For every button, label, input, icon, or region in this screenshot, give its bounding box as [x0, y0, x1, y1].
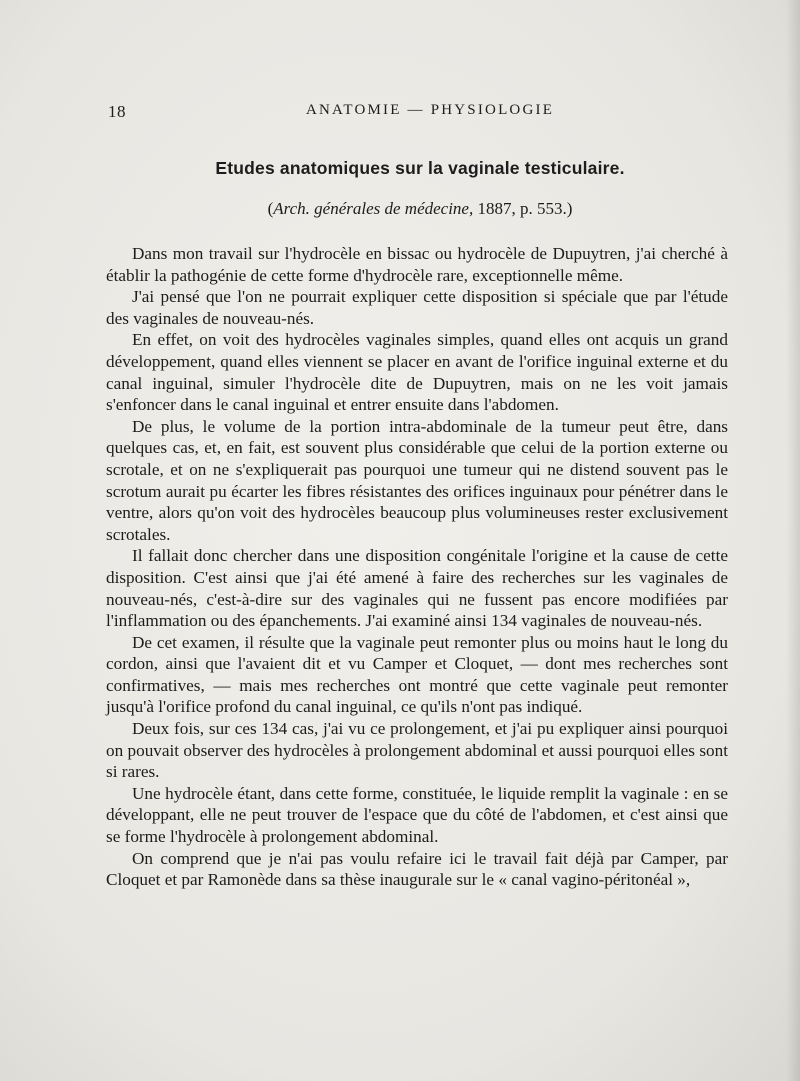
paragraph: Il fallait donc chercher dans une disposition congénitale l'origine et la cause de cette disposition. C'est ainsi que j'ai été amené à faire des recherches sur les vaginales de nouveau-nés, c'est-à-dire sur des vaginales qui ne fussent pas encore modifiées par l'inflammation ou des épanchements. J'ai examiné ainsi 134 vaginales de nouveau-nés. — [106, 546, 728, 631]
paragraph: Deux fois, sur ces 134 cas, j'ai vu ce prolongement, et j'ai pu expliquer ainsi pourquoi on pouvait observer des hydrocèles à prolongement abdominal et aussi pourquoi elles sont si rares. — [106, 719, 728, 782]
paragraph: En effet, on voit des hydrocèles vaginales simples, quand elles ont acquis un grand développement, quand elles viennent se placer en avant de l'orifice inguinal externe et du canal inguinal, simuler l'hydrocèle dite de Dupuytren, mais on ne les voit jamais s'enfoncer dans le canal inguinal et entrer ensuite dans l'abdomen. — [106, 330, 728, 415]
page-number: 18 — [108, 102, 126, 121]
running-title: ANATOMIE — PHYSIOLOGIE — [305, 102, 555, 118]
article-title: Etudes anatomiques sur la vaginale testiculaire. — [215, 158, 625, 178]
running-header — [108, 102, 732, 126]
article-citation — [108, 199, 732, 219]
citation-open-paren: ( — [267, 199, 274, 218]
paragraph: De plus, le volume de la portion intra-abdominale de la tumeur peut être, dans quelques cas, et, en fait, est souvent plus considérable que celui de la portion externe ou scrotale, et on ne s'expliquerait pas pourquoi une tumeur qui ne distend souvent pas le scrotum aurait pu écarter les fibres résistantes des orifices inguinaux pour pénétrer dans le ventre, alors qu'on voit des hydrocèles beaucoup plus volumineuses rester exclusivement scrotales. — [106, 416, 728, 544]
paragraph: On comprend que je n'ai pas voulu refaire ici le travail fait déjà par Camper, par Cloquet et par Ramonède dans sa thèse inaugurale sur le « canal vagino-péritonéal », — [106, 848, 728, 890]
paragraph: J'ai pensé que l'on ne pourrait expliquer cette disposition si spéciale que par l'étude des vaginales de nouveau-nés. — [106, 287, 728, 328]
page-edge-shadow — [786, 0, 800, 1081]
citation-source: Arch. générales de médecine, — [273, 199, 474, 218]
paragraph: De cet examen, il résulte que la vaginale peut remonter plus ou moins haut le long du cordon, ainsi que l'avaient dit et vu Camper et Cloquet, — dont mes recherches sont confirmatives, — mais mes recherches ont montré que cette vaginale peut remonter jusqu'à l'orifice profond du canal inguinal, ce qu'ils n'ont pas indiqué. — [106, 632, 728, 717]
article-body — [106, 243, 728, 891]
paragraph: Dans mon travail sur l'hydrocèle en bissac ou hydrocèle de Dupuytren, j'ai cherché à établir la pathogénie de cette forme d'hydrocèle rare, exceptionnelle même. — [106, 244, 728, 285]
paragraph: Une hydrocèle étant, dans cette forme, constituée, le liquide remplit la vaginale : en se développant, elle ne peut trouver de l'espace que du côté de l'abdomen, et c'est ainsi que se forme l'hydrocèle à prolongement abdominal. — [106, 783, 728, 847]
citation-details: 1887, p. 553.) — [473, 199, 573, 218]
